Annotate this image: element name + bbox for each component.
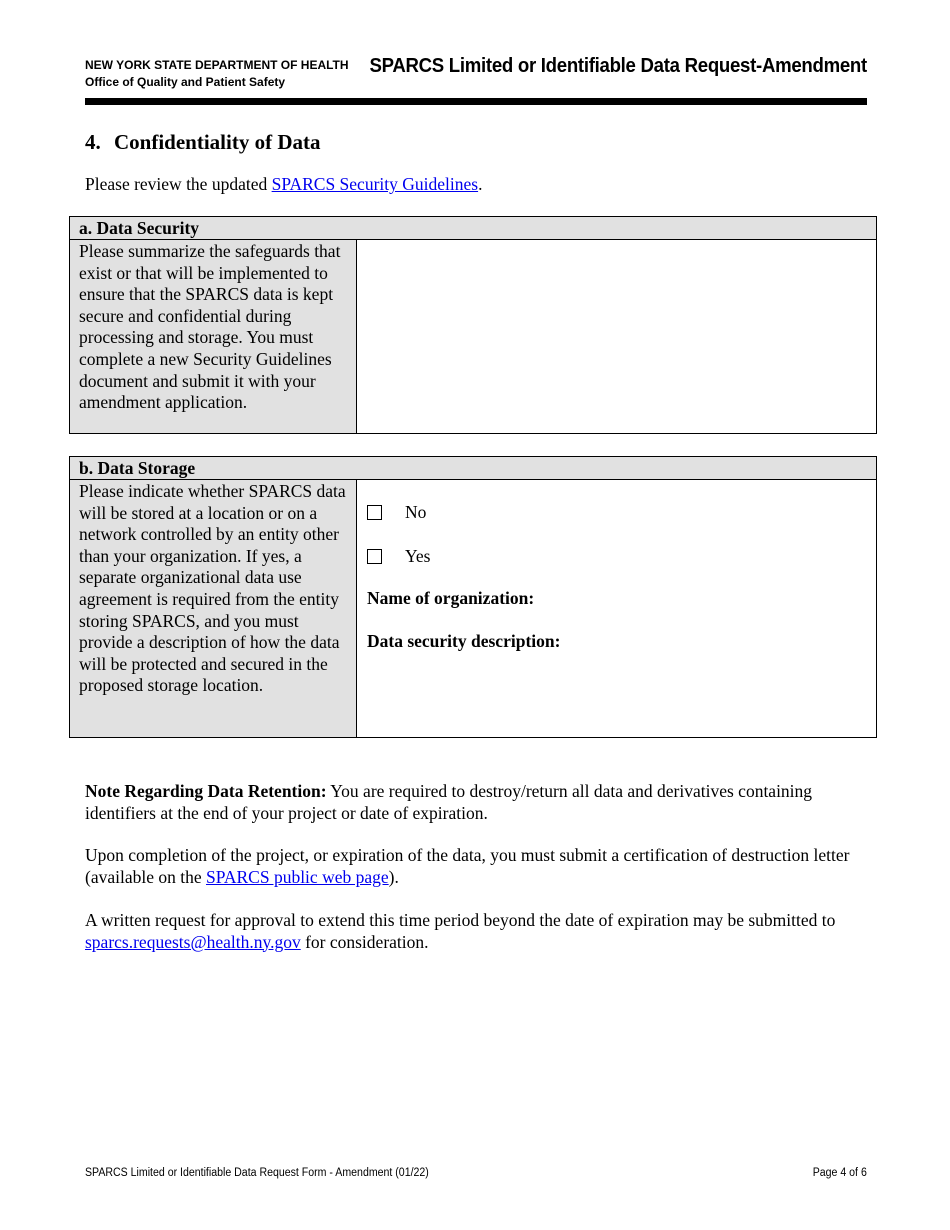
no-checkbox[interactable] <box>367 505 382 520</box>
data-storage-heading: b. Data Storage <box>70 457 876 480</box>
extension-note: A written request for approval to extend this time period beyond the date of expiration may be submitted to sparcs.requests@health.ny.gov for consideration. <box>85 910 836 952</box>
section-title: Confidentiality of Data <box>114 130 321 154</box>
sparcs-public-web-page-link[interactable]: SPARCS public web page <box>206 866 389 887</box>
section-intro: Please review the updated SPARCS Security Guidelines. <box>85 174 483 194</box>
security-guidelines-link[interactable]: SPARCS Security Guidelines <box>271 174 479 194</box>
data-security-description-label: Data security description: <box>367 631 561 651</box>
document-title: SPARCS Limited or Identifiable Data Request-Amendment <box>369 55 867 77</box>
section-number: 4. <box>85 130 101 154</box>
completion-note: Upon completion of the project, or expiration of the data, you must submit a certification of destruction letter (available on the SPARCS public web page). <box>85 845 850 887</box>
no-label: No <box>405 501 427 522</box>
header-department: NEW YORK STATE DEPARTMENT OF HEALTH <box>85 58 349 72</box>
data-security-heading: a. Data Security <box>70 217 876 240</box>
organization-name-label: Name of organization: <box>367 588 535 608</box>
retention-note-label: Note Regarding Data Retention: <box>85 781 327 801</box>
footer-form-name: SPARCS Limited or Identifiable Data Request Form - Amendment (01/22) <box>85 1167 429 1179</box>
option-yes[interactable] <box>367 543 876 569</box>
data-storage-prompt: Please indicate whether SPARCS data will be stored at a location or on a network controlled by an entity other than your organization. If yes, a separate organizational data use agreement is required from the entity storing SPARCS, and you must provide a description of how the data will be protected and secured in the proposed storage location. <box>70 480 357 737</box>
header-organization <box>85 57 349 91</box>
option-no[interactable] <box>367 499 876 525</box>
data-security-response-field[interactable] <box>357 240 876 433</box>
footer-page-number: Page 4 of 6 <box>812 1167 867 1179</box>
data-storage-table <box>69 456 877 738</box>
yes-label: Yes <box>405 545 431 566</box>
header-office: Office of Quality and Patient Safety <box>85 75 286 89</box>
sparcs-requests-email-link[interactable]: sparcs.requests@health.ny.gov <box>85 931 301 952</box>
section-heading <box>85 130 321 155</box>
yes-checkbox[interactable] <box>367 549 382 564</box>
retention-note: Note Regarding Data Retention: You are required to destroy/return all data and derivatives containing identifiers at the end of your project or date of expiration. <box>85 781 813 823</box>
header-divider <box>85 98 867 105</box>
data-security-prompt: Please summarize the safeguards that exist or that will be implemented to ensure that the SPARCS data is kept secure and confidential during processing and storage. You must complete a new Security Guidelines document and submit it with your amendment application. <box>70 240 357 433</box>
data-security-table <box>69 216 877 434</box>
